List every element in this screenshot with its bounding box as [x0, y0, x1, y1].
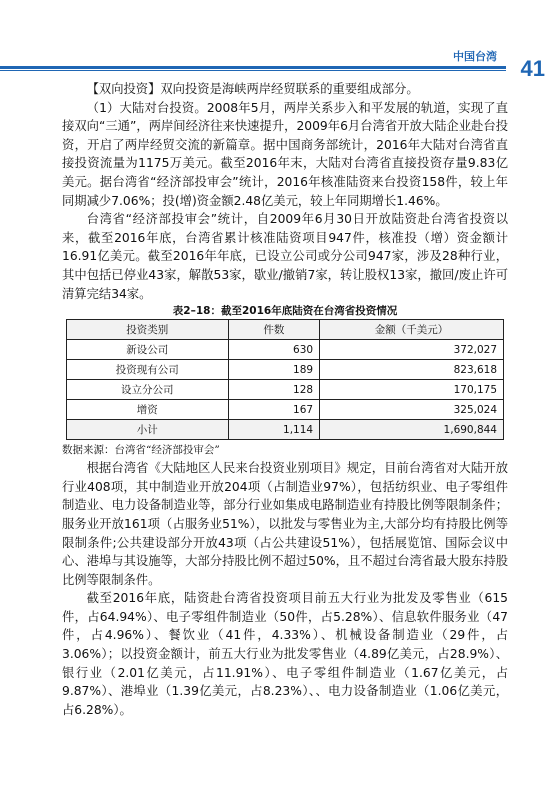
table-row [67, 360, 504, 380]
table-cell: 630 [228, 340, 320, 360]
table-cell: 325,024 [320, 400, 504, 420]
table-header-row [67, 320, 504, 340]
table-cell: 170,175 [320, 380, 504, 400]
table-cell: 372,027 [320, 340, 504, 360]
table-cell: 1,690,844 [320, 420, 504, 440]
header-rule [0, 66, 506, 69]
table-title: 表2–18：截至2016年底陆资在台湾省投资情况 [172, 305, 398, 318]
table-cell: 128 [228, 380, 320, 400]
page-number: 41 [520, 56, 545, 81]
header-rule-thin [0, 70, 506, 71]
paragraph: 根据台湾省《大陆地区人民来台投资业别项目》规定，目前台湾省对大陆开放行业408项，其中制造业开放204项（占制造业97%），包括纺织业、电子零组件制造业、电力设备制造业等，部分行业如集成电路制造业有持股比例等限制条件；服务业开放161项（占服务业51%），以批发与零售业为主,大部分均有持股比例等限制条件;公共建设部分开放43项（占公共建设51%），包括展览馆、国际会议中心、港埠与其设施等，大部分持股比例不超过50%，且不超过台湾省最大股东持股比例等限制条件。 [62, 461, 508, 587]
column-header: 投资类别 [67, 320, 229, 340]
table-source: 数据来源：台湾省“经济部投审会” [62, 444, 220, 457]
table-cell: 1,114 [228, 420, 320, 440]
table-cell: 投资现有公司 [67, 360, 229, 380]
table-total-row [67, 420, 504, 440]
paragraph-heading: 【双向投资】双向投资是海峡两岸经贸联系的重要组成部分。 [86, 82, 419, 96]
column-header: 金额（千美元） [320, 320, 504, 340]
paragraph: 台湾省“经济部投审会”统计，自2009年6月30日开放陆资赴台湾省投资以来，截至2016年底，台湾省累计核准陆资项目947件，核准投（增）资金额计16.91亿美元。截至2016年年底，已设立公司或分公司947家，涉及28种行业，其中包括已停业43家，解散53家，歇业/撤销7家，转让股权13家，撤回/废止许可清算完结34家。 [62, 212, 508, 301]
table-cell: 设立分公司 [67, 380, 229, 400]
table-cell: 小计 [67, 420, 229, 440]
table-cell: 增资 [67, 400, 229, 420]
paragraph: （1）大陆对台投资。2008年5月，两岸关系步入和平发展的轨道，实现了直接双向“三通”，两岸间经济往来快速提升，2009年6月台湾省开放大陆企业赴台投资，开启了两岸经贸交流的新篇章。据中国商务部统计，2016年大陆对台湾省直接投资流量为1175万美元。截至2016年末，大陆对台湾省直接投资存量9.83亿美元。据台湾省“经济部投审会”统计，2016年核准陆资来台投资158件，较上年同期减少7.06%；投(增)资金额2.48亿美元，较上年同期增长1.46%。 [62, 100, 508, 208]
table-cell: 823,618 [320, 360, 504, 380]
table-cell: 189 [228, 360, 320, 380]
page-content [62, 80, 508, 719]
table-row [67, 400, 504, 420]
header-section-label: 中国台湾 [453, 50, 497, 63]
column-header: 件数 [228, 320, 320, 340]
table-row [67, 340, 504, 360]
paragraph: 截至2016年底，陆资赴台湾省投资项目前五大行业为批发及零售业（615件，占64.94%）、电子零组件制造业（50件，占5.28%）、信息软件服务业（47件，占4.96%）、餐饮业（41件，4.33%）、机械设备制造业（29件，占3.06%）；以投资金额计，前五大行业为批发零售业（4.89亿美元，占28.9%）、银行业（2.01亿美元，占11.91%）、电子零组件制造业（1.67亿美元，占9.87%）、港埠业（1.39亿美元，占8.23%）、、电力设备制造业（1.06亿美元，占6.28%）。 [62, 591, 508, 717]
table-cell: 新设公司 [67, 340, 229, 360]
table-row [67, 380, 504, 400]
table-cell: 167 [228, 400, 320, 420]
investment-table [66, 319, 504, 440]
